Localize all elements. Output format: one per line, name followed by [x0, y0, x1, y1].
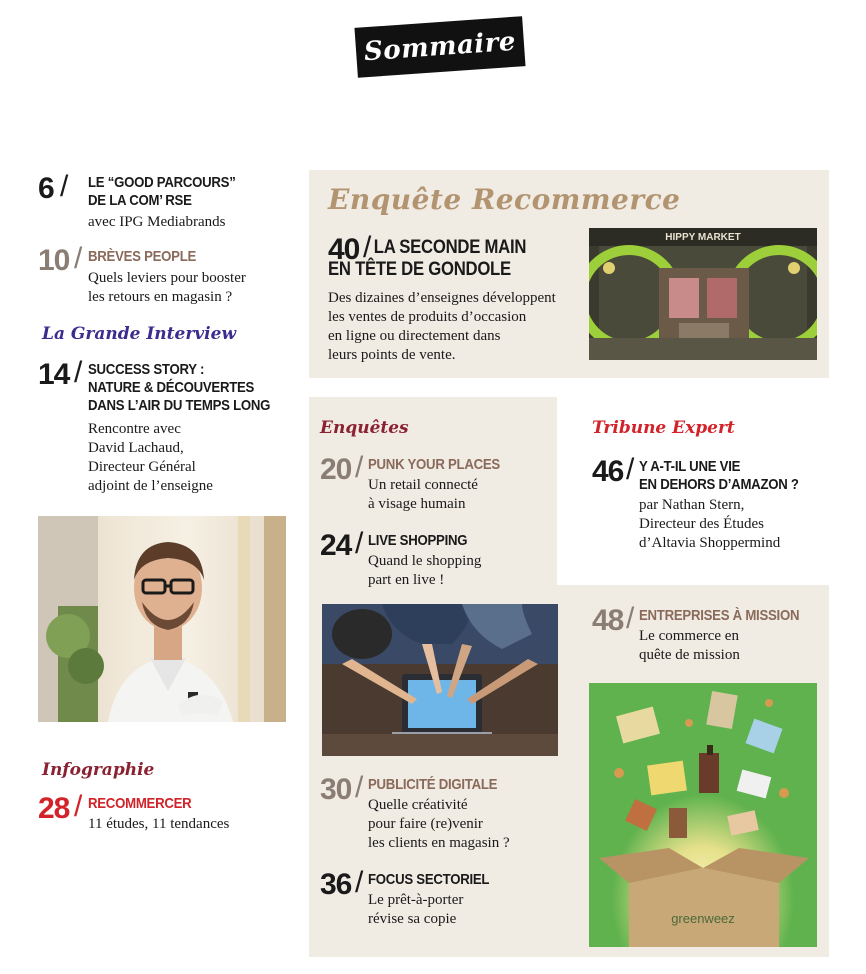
title-badge [354, 16, 525, 78]
entry-heading-line: LE “GOOD PARCOURS” [88, 174, 236, 191]
entry-text [639, 496, 839, 553]
page-number: 6 [38, 172, 54, 205]
entry-text [88, 420, 308, 496]
section-enquetes: Enquêtes [320, 418, 409, 438]
entry-text-line: leurs points de vente. [328, 347, 456, 363]
entry-text-line: Le commerce en [639, 628, 739, 644]
entry-text [368, 891, 558, 929]
section-tribune-expert: Tribune Expert [592, 418, 735, 438]
page-number: 24 [320, 529, 352, 562]
entry-text-line: révise sa copie [368, 911, 457, 927]
products-photo [589, 683, 817, 947]
store-sign-text: HIPPY MARKET [665, 232, 741, 243]
entry-heading: RECOMMERCER [88, 795, 192, 812]
entry-heading: FOCUS SECTORIEL [368, 871, 490, 888]
entry-text-line: pour faire (re)venir [368, 816, 483, 832]
entry-heading-line: NATURE & DÉCOUVERTES [88, 379, 255, 396]
entry-heading: ENTREPRISES À MISSION [639, 607, 800, 624]
entry-text-line: d’Altavia Shoppermind [639, 535, 781, 551]
entry-text-line: adjoint de l’enseigne [88, 478, 213, 494]
entry-heading-line: LA SECONDE MAIN [373, 237, 527, 258]
page-number: 14 [38, 358, 70, 391]
entry-text-line: quête de mission [639, 647, 740, 663]
entry-heading-line: Y A-T-IL UNE VIE [639, 458, 741, 475]
slash: / [355, 527, 364, 560]
entry-text-line: les retours en magasin ? [88, 289, 233, 305]
page-number: 30 [320, 773, 352, 806]
section-grande-interview: La Grande Interview [42, 324, 237, 344]
entry-text-line: Quand le shopping [368, 553, 482, 569]
entry-text: 11 études, 11 tendances [88, 816, 230, 832]
entry-heading-line: EN TÊTE DE GONDOLE [328, 259, 511, 280]
entry-heading: PUNK YOUR PLACES [368, 456, 500, 473]
slash: / [626, 453, 635, 486]
laptop-photo [322, 604, 558, 756]
entry-text-line: par Nathan Stern, [639, 497, 745, 513]
entry-text-line: Un retail connecté [368, 477, 478, 493]
slash: / [74, 790, 83, 823]
slash: / [355, 451, 364, 484]
entry-text-line: Rencontre avec [88, 421, 181, 437]
page-number: 48 [592, 604, 624, 637]
entry-text-line: Des dizaines d’enseignes développent [328, 290, 556, 306]
entry-text-line: les ventes de produits d’occasion [328, 309, 527, 325]
entry-text [88, 269, 318, 307]
entry-text [639, 627, 829, 665]
entry-heading: LIVE SHOPPING [368, 532, 468, 549]
entry-heading-line: SUCCESS STORY : [88, 361, 205, 378]
entry-text-line: David Lachaud, [88, 440, 184, 456]
entry-heading-line: EN DEHORS D’AMAZON ? [639, 476, 799, 493]
entry-text [328, 289, 588, 365]
slash: / [626, 602, 635, 635]
entry-text-line: Le prêt-à-porter [368, 892, 464, 908]
entry-text [368, 476, 558, 514]
entry-text-line: en ligne ou directement dans [328, 328, 501, 344]
section-infographie: Infographie [42, 760, 155, 780]
slash: / [363, 231, 372, 264]
portrait-photo [38, 516, 286, 722]
page-number: 10 [38, 244, 70, 277]
entry-text-line: part en live ! [368, 572, 445, 588]
entry-text-line: Quelle créativité [368, 797, 468, 813]
slash: / [60, 170, 69, 203]
entry-text-line: les clients en magasin ? [368, 835, 510, 851]
slash: / [355, 866, 364, 899]
entry-heading: BRÈVES PEOPLE [88, 248, 197, 265]
entry-heading-line: DANS L’AIR DU TEMPS LONG [88, 397, 271, 414]
entry-heading [639, 458, 850, 494]
page-number: 28 [38, 792, 70, 825]
entry-heading: PUBLICITÉ DIGITALE [368, 776, 498, 793]
page-number: 20 [320, 453, 352, 486]
laptop-photo-graphic [322, 604, 558, 756]
entry-heading [328, 233, 574, 281]
store-photo [589, 228, 817, 360]
entry-text-line: à visage humain [368, 496, 466, 512]
slash: / [355, 771, 364, 804]
entry-heading [88, 174, 299, 210]
entry-text [368, 796, 568, 853]
entry-text-line: Directeur Général [88, 459, 196, 475]
portrait-photo-graphic [38, 516, 286, 722]
entry-heading-line: DE LA COM’ RSE [88, 192, 192, 209]
slash: / [74, 356, 83, 389]
store-photo-graphic [589, 228, 817, 360]
entry-text-line: Quels leviers pour booster [88, 270, 246, 286]
page-number: 40 [328, 233, 360, 266]
entry-text [368, 552, 558, 590]
box-brand-text: greenweez [671, 911, 735, 926]
slash: / [74, 242, 83, 275]
section-enquete-recommerce: Enquête Recommerce [328, 183, 681, 216]
products-photo-graphic [589, 683, 817, 947]
entry-heading [88, 361, 299, 415]
page-title: Sommaire [363, 26, 517, 68]
entry-text-line: Directeur des Études [639, 516, 764, 532]
page-number: 46 [592, 455, 624, 488]
entry-text: avec IPG Mediabrands [88, 214, 226, 230]
page-number: 36 [320, 868, 352, 901]
